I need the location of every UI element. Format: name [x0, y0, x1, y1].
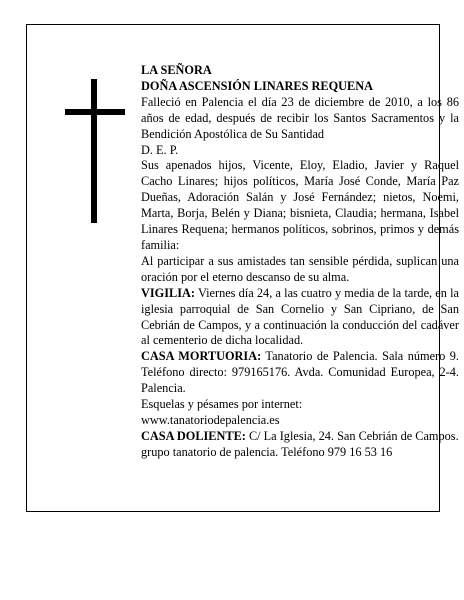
internet-text: Esquelas y pésames por internet:	[141, 397, 303, 412]
prayer-request: Al participar a sus amistades tan sensible pérdida, suplican una oración por el eterno descanso de su alma.	[141, 253, 459, 284]
mortuary-label: CASA MORTUORIA:	[141, 349, 262, 364]
family-paragraph: Sus apenados hijos, Vicente, Eloy, Eladio, Javier y Raquel Cacho Linares; hijos políticos, María José Conde, María Paz Dueñas, Adoración Salán y José Fernández; nietos, Noemi, Marta, Borja, Belén y Diana; bisnieta, Claudia; hermana, Isabel Linares Requena; hermanos políticos, sobrinos, primos y demás familia:	[141, 158, 459, 252]
cross-icon	[91, 79, 97, 223]
mourning-house-text: C/ La Iglesia, 24. San Cebrián de Campos.	[245, 428, 459, 443]
mourning-house-label: CASA DOLIENTE:	[141, 428, 246, 443]
obituary-notice	[26, 24, 459, 512]
heading-title: LA SEÑORA	[141, 63, 212, 77]
cross-icon-arm	[65, 109, 125, 115]
obituary-text	[141, 63, 459, 461]
footer-text: grupo tanatorio de palencia. Teléfono 979 16 53 16	[141, 444, 393, 459]
vigil-label: VIGILIA:	[141, 285, 195, 300]
mortuary-text: Tanatorio de Palencia. Sala número 9. Teléfono directo: 979165176. Avda. Comunidad Europea, 2-4. Palencia.	[141, 349, 459, 396]
vigil-text: Viernes día 24, a las cuatro y media de la tarde, en la iglesia parroquial de San Cornelio y San Cipriano, de San Cebrián de Campos, y a continuación la conducción del cadáver al cementerio de dicha localidad.	[141, 285, 459, 348]
deceased-name: DOÑA ASCENSIÓN LINARES REQUENA	[141, 78, 373, 93]
internet-url: www.tanatoriodepalencia.es	[141, 412, 280, 427]
dep-abbreviation: D. E. P.	[141, 142, 179, 157]
death-paragraph: Falleció en Palencia el día 23 de diciembre de 2010, a los 86 años de edad, después de recibir los Santos Sacramentos y la Bendición Apostólica de Su Santidad	[141, 94, 459, 141]
vigil-paragraph	[141, 286, 459, 350]
mourning-house-paragraph	[141, 429, 459, 445]
mortuary-paragraph	[141, 349, 459, 397]
